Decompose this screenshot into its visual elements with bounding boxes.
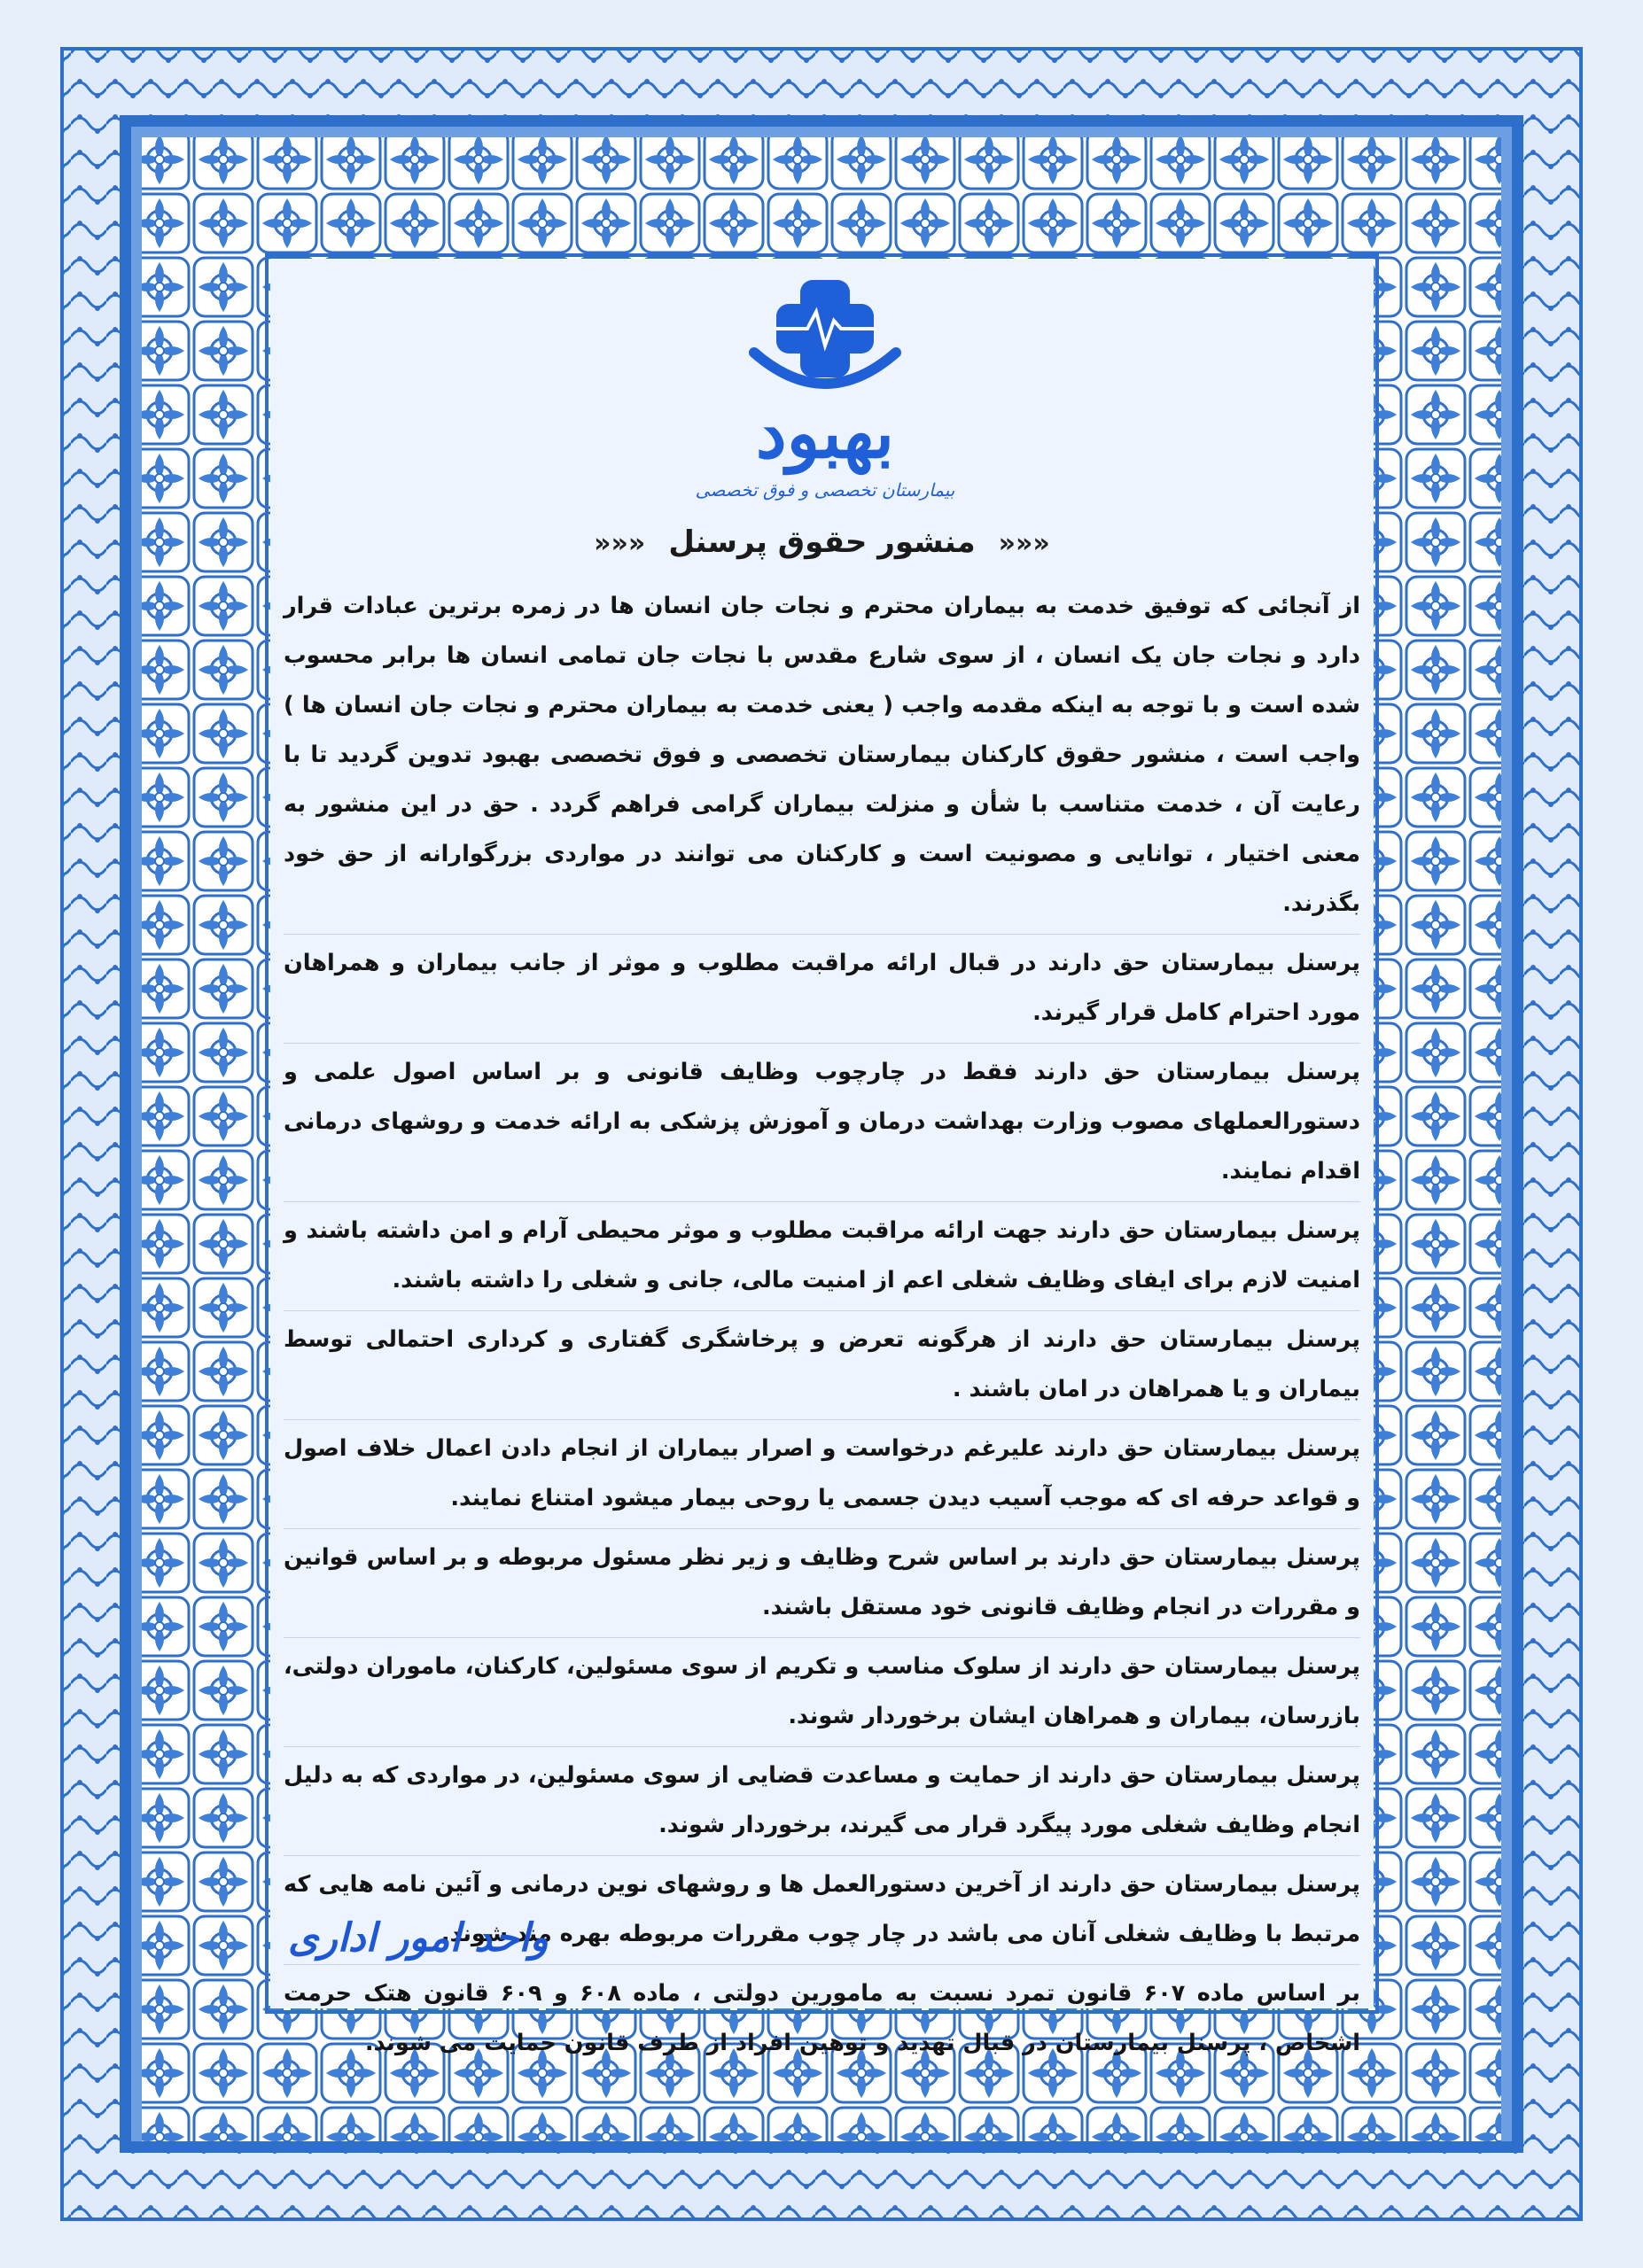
rights-paragraph: پرسنل بیمارستان حق دارند از سلوک مناسب و تکریم از سوی مسئولین، کارکنان، ماموران دولتی، بازرسان، بیماران و همراهان ایشان برخوردار شوند. bbox=[284, 1638, 1360, 1747]
rights-paragraph: پرسنل بیمارستان حق دارند از هرگونه تعرض و پرخاشگری گفتاری و کرداری احتمالی توسط بیماران و یا همراهان در امان باشند . bbox=[284, 1311, 1360, 1420]
title-ornament-left: ««« bbox=[594, 528, 646, 559]
rights-paragraph: پرسنل بیمارستان حق دارند از حمایت و مساعدت قضایی از سوی مسئولین، در مواردی که به دلیل انجام وظایف شغلی مورد پیگرد قرار می گیرند، برخوردار شوند. bbox=[284, 1747, 1360, 1856]
legal-paragraph: بر اساس ماده ۶۰۷ قانون تمرد نسبت به مامورین دولتی ، ماده ۶۰۸ و ۶۰۹ قانون هتک حرمت اشخاص ، پرسنل بیمارستان در قبال تهدید و توهین افراد از طرف قانون حمایت می شوند. bbox=[284, 1980, 1360, 2056]
rights-paragraph: پرسنل بیمارستان حق دارند جهت ارائه مراقبت مطلوب و موثر محیطی آرام و امن داشته باشند و امنیت لازم برای ایفای وظایف شغلی اعم از امنیت مالی، جانی و شغلی را داشته باشند. bbox=[284, 1202, 1360, 1311]
rights-paragraph: پرسنل بیمارستان حق دارند علیرغم درخواست و اصرار بیماران از انجام دادن اعمال خلاف اصول و قواعد حرفه ای که موجب آسیب دیدن جسمی یا روحی بیمار میشود امتناع نمایند. bbox=[284, 1420, 1360, 1529]
hospital-logo bbox=[692, 273, 958, 512]
document-title-row bbox=[270, 524, 1374, 569]
medical-cross-icon bbox=[774, 280, 876, 377]
intro-paragraph: از آنجائی که توفیق خدمت به بیماران محترم و نجات جان انسان ها در زمره برترین عبادات قرار دارد و نجات جان یک انسان ، از سوی شارع مقدس با نجات جان تمامی انسان ها برابر محسوب شده است و با توجه به اینکه مقدمه واجب ( یعنی خدمت به بیماران محترم و نجات جان انسان ها ) واجب است ، منشور حقوق کارکنان بیمارستان تخصصی و فوق تخصصی بهبود تدوین گردید تا با رعایت آن ، خدمت متناسب با شأن و منزلت بیماران گرامی فراهم گردد . حق در این منشور به معنی اختیار ، توانایی و مصونیت است و کارکنان می توانند در مواردی بزرگوارانه از حق خود بگذرند. bbox=[284, 578, 1360, 935]
rights-paragraph: پرسنل بیمارستان حق دارند بر اساس شرح وظایف و زیر نظر مسئول مربوطه و بر اساس قوانین و مقررات در انجام وظایف قانونی خود مستقل باشند. bbox=[284, 1529, 1360, 1638]
logo-name: بهبود bbox=[755, 393, 895, 474]
rights-paragraph: پرسنل بیمارستان حق دارند از آخرین دستورالعمل ها و روشهای نوین درمانی و آئین نامه هایی که مرتبط با وظایف شغلی آنان می باشد در چار چوب مقررات مربوطه بهره مند شوند. bbox=[284, 1856, 1360, 1965]
rights-paragraph: پرسنل بیمارستان حق دارند در قبال ارائه مراقبت مطلوب و موثر از جانب بیماران و همراهان مورد احترام کامل قرار گیرند. bbox=[284, 935, 1360, 1044]
signature: واحد امور اداری bbox=[288, 1915, 549, 1961]
document-content bbox=[270, 259, 1374, 2056]
paragraph-list bbox=[284, 578, 1360, 2073]
document-title: منشور حقوق پرسنل bbox=[668, 524, 976, 560]
title-ornament-right: ««« bbox=[998, 528, 1050, 559]
logo-subtitle: بیمارستان تخصصی و فوق تخصصی bbox=[695, 479, 955, 501]
rights-paragraph: پرسنل بیمارستان حق دارند فقط در چارچوب وظایف قانونی و بر اساس اصول علمی و دستورالعملهای مصوب وزارت بهداشت درمان و آموزش پزشکی به ارائه خدمت و روشهای درمانی اقدام نمایند. bbox=[284, 1044, 1360, 1202]
